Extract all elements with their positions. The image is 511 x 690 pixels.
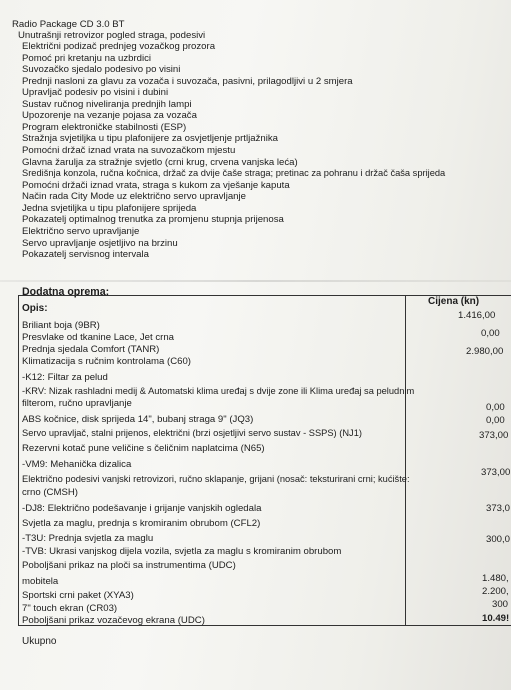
feature-line: Prednji nasloni za glavu za vozača i suvozača, pasivni, prilagodljivi u 2 smjera [22,76,353,87]
feature-line: Električni podizač prednjeg vozačkog prozora [22,41,216,52]
feature-line: Unutrašnji retrovizor pogled straga, podesivi [18,30,206,41]
option-row: Presvlake od tkanine Lace, Jet crna [22,332,174,343]
feature-line: Pomoć pri kretanju na uzbrdici [22,53,152,64]
option-row: -VM9: Mehanička dizalica [22,459,132,470]
option-row: -DJ8: Električno podešavanje i grijanje vanjskih ogledala [22,503,262,514]
feature-line: Pokazatelj servisnog intervala [22,249,149,260]
paper-fold [0,280,511,282]
option-row: Sportski crni paket (XYA3) [22,590,134,601]
feature-line: Pokazatelj optimalnog trenutka za promjenu stupnja prijenosa [22,214,284,225]
option-price: 2.200, [482,586,509,597]
options-heading: Dodatna oprema: [22,286,110,298]
option-row: 7" touch ekran (CR03) [22,603,118,614]
option-row: crno (CMSH) [22,487,78,498]
option-row: Svjetla za maglu, prednja s kromiranim obrubom (CFL2) [22,518,261,529]
option-row: -TVB: Ukrasi vanjskog dijela vozila, svjetla za maglu s kromiranim obrubom [22,546,342,557]
option-row: filterom, ručno upravljanje [22,398,132,409]
feature-line: Upravljač podesiv po visini i dubini [22,87,169,98]
total-label: Ukupno [22,636,57,647]
option-price: 1.416,00 [458,310,496,321]
feature-line: Pomoćni držači iznad vrata, straga s kukom za vješanje kaputa [22,180,290,191]
option-row: Električno podesivi vanjski retrovizori, ručno sklapanje, grijani (nosač: teksturirani crni; kućište: [22,474,410,484]
option-row: Poboljšani prikaz na ploči sa instrumentima (UDC) [22,560,236,571]
option-row: Prednja sjedala Comfort (TANR) [22,344,160,355]
option-price: 2.980,00 [466,346,504,357]
feature-line: Upozorenje na vezanje pojasa za vozača [22,110,197,121]
option-price: 300 [492,599,509,610]
feature-line: Suvozačko sjedalo podesivo po visini [22,64,181,75]
option-price: 373,0 [486,503,511,514]
option-row: Klimatizacija s ručnim kontrolama (C60) [22,356,192,367]
option-row: Rezervni kotač pune veličine s čeličnim naplatcima (N65) [22,443,265,454]
option-row: mobitela [22,576,59,587]
option-row: -KRV: Nizak rashladni medij & Automatski klima uređaj s dvije zone ili Klima uređaj sa peludnim [22,386,415,396]
feature-line: Servo upravljanje osjetljivo na brzinu [22,238,178,249]
total-price: 10.49! [482,613,510,624]
option-row: -T3U: Prednja svjetla za maglu [22,533,154,544]
option-row: -K12: Filtar za pelud [22,372,108,383]
option-row: Poboljšani prikaz vozačevog ekrana (UDC) [22,615,205,626]
option-price: 373,00 [479,430,509,441]
feature-line: Radio Package CD 3.0 BT [12,19,125,30]
feature-line: Sustav ručnog niveliranja prednjih lampi [22,99,192,110]
option-price: 1.480, [482,573,509,584]
feature-line: Program elektroničke stabilnosti (ESP) [22,122,187,133]
feature-line: Stražnja svjetiljka u tipu plafonijere za osvjetljenje prtljažnika [22,133,278,144]
option-price: 0,00 [481,328,500,339]
column-header-price: Cijena (kn) [428,296,480,307]
feature-line: Način rada City Mode uz električno servo upravljanje [22,191,246,202]
option-row: Servo upravljač, stalni prijenos, električni (brzi osjetljivi servo sustav - SSPS) (NJ1) [22,428,362,438]
feature-line: Jedna svjetiljka u tipu plafonijere sprijeda [22,203,197,214]
feature-line: Električno servo upravljanje [22,226,140,237]
price-column-divider [405,295,406,625]
option-price: 0,00 [486,415,505,426]
option-price: 300,0 [486,534,511,545]
feature-line: Glavna žarulja za stražnje svjetlo (crni krug, crvena vanjska leća) [22,157,298,168]
option-price: 373,00 [481,467,511,478]
option-row: Briliant boja (9BR) [22,320,100,331]
feature-line: Središnja konzola, ručna kočnica, držač za dvije čaše straga; pretinac za pohranu i držač čaša sprijeda [22,168,446,178]
column-header-description: Opis: [22,303,48,314]
feature-line: Pomoćni držač iznad vrata na suvozačkom mjestu [22,145,236,156]
option-row: ABS kočnice, disk sprijeda 14", bubanj straga 9" (JQ3) [22,414,254,425]
option-price: 0,00 [486,402,505,413]
